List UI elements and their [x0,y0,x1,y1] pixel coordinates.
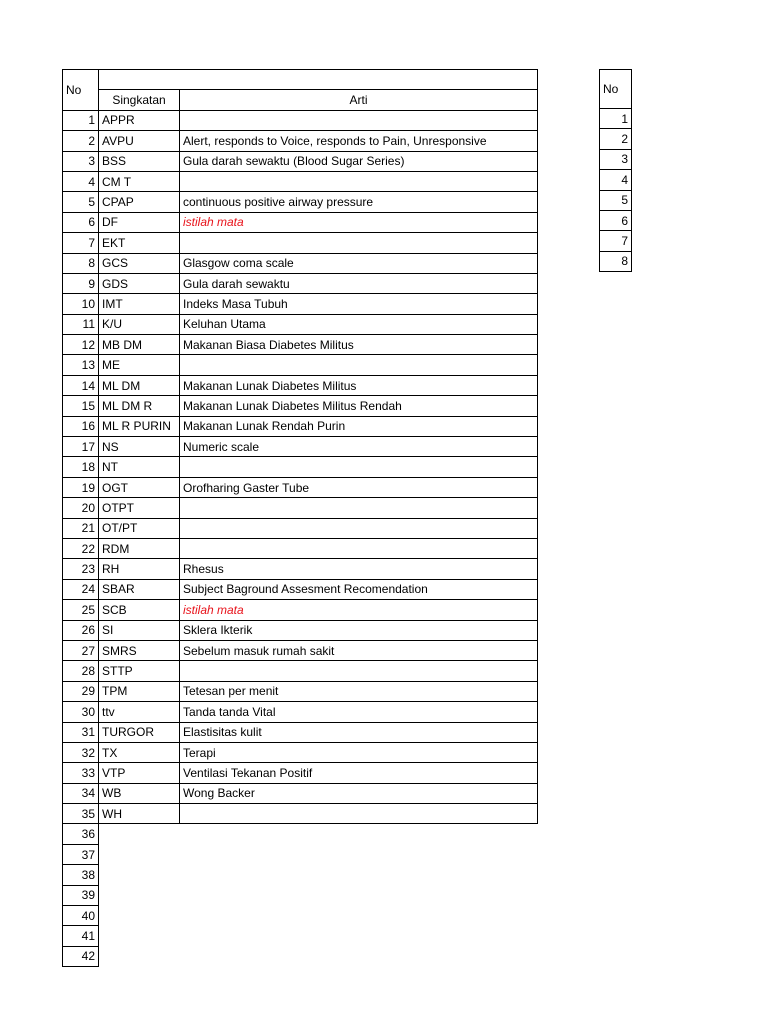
table-row [63,192,538,212]
table-row [63,131,538,151]
row-arti [180,110,538,130]
empty-cell [99,844,538,864]
table-row [63,702,538,722]
table-row [63,804,538,824]
row-singkatan: BSS [99,151,180,171]
row-singkatan: MB DM [99,335,180,355]
row-singkatan: SBAR [99,579,180,599]
row-singkatan: TPM [99,681,180,701]
table-row [63,273,538,293]
row-arti [180,518,538,538]
row-number: 23 [63,559,99,579]
row-arti: Tetesan per menit [180,681,538,701]
row-singkatan: ML DM [99,375,180,395]
side-row [600,170,632,190]
table-row [63,844,538,864]
row-number: 7 [63,233,99,253]
table-row [63,926,538,946]
table-row [63,661,538,681]
side-number-table-body [600,70,632,272]
row-arti: Wong Backer [180,783,538,803]
table-row [63,212,538,232]
row-arti: Gula darah sewaktu [180,273,538,293]
row-number: 27 [63,640,99,660]
row-singkatan: IMT [99,294,180,314]
table-row [63,314,538,334]
row-number: 31 [63,722,99,742]
abbreviation-table [62,69,538,967]
table-row [63,518,538,538]
table-row [63,783,538,803]
table-row [63,355,538,375]
table-row [63,906,538,926]
side-row [600,210,632,230]
table-row [63,640,538,660]
row-singkatan: TURGOR [99,722,180,742]
table-row [63,375,538,395]
row-number: 1 [63,110,99,130]
row-singkatan: RH [99,559,180,579]
table-row [63,538,538,558]
side-row [600,231,632,251]
row-arti [180,233,538,253]
row-arti: Sebelum masuk rumah sakit [180,640,538,660]
side-row-number: 6 [600,210,632,230]
row-number: 17 [63,437,99,457]
row-number: 8 [63,253,99,273]
row-number: 2 [63,131,99,151]
table-row [63,946,538,966]
table-row [63,396,538,416]
row-arti: Makanan Lunak Diabetes Militus Rendah [180,396,538,416]
row-number: 29 [63,681,99,701]
table-row [63,885,538,905]
row-number: 21 [63,518,99,538]
row-singkatan: GCS [99,253,180,273]
row-number: 37 [63,844,99,864]
row-arti: Glasgow coma scale [180,253,538,273]
table-row [63,579,538,599]
row-number: 28 [63,661,99,681]
row-singkatan: RDM [99,538,180,558]
table-row [63,110,538,130]
row-number: 11 [63,314,99,334]
row-singkatan: SMRS [99,640,180,660]
row-singkatan: EKT [99,233,180,253]
table-row [63,416,538,436]
row-singkatan: TX [99,742,180,762]
empty-cell [99,926,538,946]
table-row [63,865,538,885]
row-singkatan: NT [99,457,180,477]
table-row [63,171,538,191]
row-arti: Sklera Ikterik [180,620,538,640]
row-number: 33 [63,763,99,783]
side-row-number: 5 [600,190,632,210]
row-number: 13 [63,355,99,375]
row-arti [180,661,538,681]
row-singkatan: WB [99,783,180,803]
row-number: 15 [63,396,99,416]
row-number: 12 [63,335,99,355]
header-row [63,90,538,110]
row-arti: Ventilasi Tekanan Positif [180,763,538,783]
row-arti: Makanan Biasa Diabetes Militus [180,335,538,355]
row-number: 4 [63,171,99,191]
table-row [63,824,538,844]
side-row [600,190,632,210]
table-row [63,681,538,701]
row-arti: Makanan Lunak Diabetes Militus [180,375,538,395]
row-singkatan: SCB [99,600,180,620]
row-number: 5 [63,192,99,212]
row-singkatan: VTP [99,763,180,783]
table-row [63,722,538,742]
row-singkatan: STTP [99,661,180,681]
row-number: 26 [63,620,99,640]
row-number: 41 [63,926,99,946]
row-arti: Rhesus [180,559,538,579]
row-singkatan: AVPU [99,131,180,151]
header-arti: Arti [180,90,538,110]
side-row-number: 1 [600,109,632,129]
side-row [600,149,632,169]
row-singkatan: OGT [99,477,180,497]
row-number: 14 [63,375,99,395]
row-arti [180,457,538,477]
row-arti [180,355,538,375]
row-number: 10 [63,294,99,314]
side-row-number: 7 [600,231,632,251]
row-singkatan: CM T [99,171,180,191]
table-row [63,559,538,579]
empty-cell [99,865,538,885]
side-row [600,109,632,129]
row-number: 9 [63,273,99,293]
side-row [600,129,632,149]
row-number: 39 [63,885,99,905]
table-row [63,620,538,640]
row-arti: Terapi [180,742,538,762]
row-arti: Tanda tanda Vital [180,702,538,722]
empty-cell [99,946,538,966]
row-number: 25 [63,600,99,620]
row-singkatan: OT/PT [99,518,180,538]
header-row-top [63,70,538,90]
row-singkatan: OTPT [99,498,180,518]
row-number: 16 [63,416,99,436]
row-arti: Alert, responds to Voice, responds to Pain, Unresponsive [180,131,538,151]
row-singkatan: K/U [99,314,180,334]
table-row [63,600,538,620]
header-no: No [63,70,99,111]
row-number: 3 [63,151,99,171]
table-row [63,437,538,457]
empty-cell [99,824,538,844]
table-row [63,151,538,171]
row-arti: Indeks Masa Tubuh [180,294,538,314]
row-singkatan: ML R PURIN [99,416,180,436]
side-row-number: 3 [600,149,632,169]
table-row [63,335,538,355]
row-singkatan: DF [99,212,180,232]
row-number: 34 [63,783,99,803]
row-number: 40 [63,906,99,926]
table-row [63,294,538,314]
row-arti: Keluhan Utama [180,314,538,334]
row-arti: Numeric scale [180,437,538,457]
row-arti: Gula darah sewaktu (Blood Sugar Series) [180,151,538,171]
table-row [63,498,538,518]
table-row [63,457,538,477]
side-row [600,251,632,271]
row-singkatan: ttv [99,702,180,722]
row-number: 18 [63,457,99,477]
row-singkatan: CPAP [99,192,180,212]
row-number: 32 [63,742,99,762]
side-row-number: 8 [600,251,632,271]
table-row [63,253,538,273]
empty-cell [99,885,538,905]
row-number: 19 [63,477,99,497]
row-singkatan: GDS [99,273,180,293]
row-singkatan: APPR [99,110,180,130]
empty-cell [99,906,538,926]
row-number: 20 [63,498,99,518]
header-blank [99,70,538,90]
side-number-table [599,69,632,272]
row-arti: Orofharing Gaster Tube [180,477,538,497]
table-row [63,477,538,497]
header-singkatan: Singkatan [99,90,180,110]
row-number: 24 [63,579,99,599]
row-number: 36 [63,824,99,844]
side-row-number: 4 [600,170,632,190]
table-row [63,233,538,253]
side-header-row [600,70,632,109]
row-number: 22 [63,538,99,558]
row-singkatan: WH [99,804,180,824]
row-arti [180,804,538,824]
row-number: 35 [63,804,99,824]
row-arti: Elastisitas kulit [180,722,538,742]
table-row [63,742,538,762]
row-arti: istilah mata [180,600,538,620]
row-singkatan: ML DM R [99,396,180,416]
row-arti: continuous positive airway pressure [180,192,538,212]
side-header-no: No [600,70,632,109]
table-row [63,763,538,783]
row-singkatan: SI [99,620,180,640]
row-arti [180,171,538,191]
row-number: 38 [63,865,99,885]
row-arti [180,498,538,518]
row-arti: Subject Baground Assesment Recomendation [180,579,538,599]
row-arti [180,538,538,558]
row-singkatan: NS [99,437,180,457]
side-row-number: 2 [600,129,632,149]
row-number: 30 [63,702,99,722]
row-singkatan: ME [99,355,180,375]
row-arti: istilah mata [180,212,538,232]
row-number: 6 [63,212,99,232]
row-number: 42 [63,946,99,966]
row-arti: Makanan Lunak Rendah Purin [180,416,538,436]
abbreviation-table-body [63,70,538,967]
